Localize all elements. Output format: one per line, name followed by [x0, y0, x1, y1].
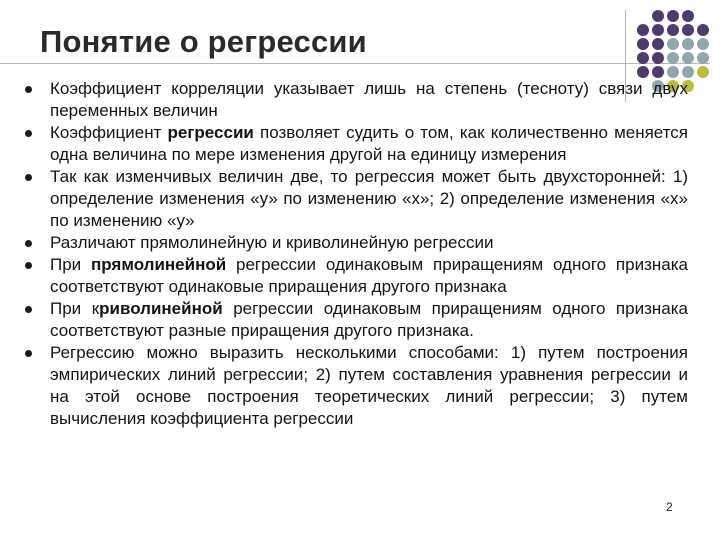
bullet-dot-icon [25, 240, 32, 247]
decorative-horizontal-line [0, 63, 710, 64]
bullet-dot-icon [25, 130, 32, 137]
decorative-dot [697, 66, 709, 78]
bullet-text-post: регрессии одинаковым приращениям одного признака соответствуют одинаковые приращения другого признака [50, 255, 688, 296]
bullet-text-bold: риволинейной [99, 299, 223, 318]
bullet-item [24, 342, 688, 430]
decorative-dot [637, 52, 649, 64]
bullet-text-bold: регрессии [167, 123, 254, 142]
bullet-item [24, 254, 688, 298]
decorative-dot [652, 10, 664, 22]
bullet-text-post: регрессии одинаковым приращениям одного признака соответствуют разные приращения другого признака. [50, 299, 688, 340]
bullet-item [24, 298, 688, 342]
bullet-dot-icon [25, 86, 32, 93]
decorative-dot [652, 52, 664, 64]
bullet-dot-icon [25, 262, 32, 269]
decorative-dot [697, 24, 709, 36]
decorative-dot [667, 38, 679, 50]
decorative-dot [697, 52, 709, 64]
bullet-text: Так как изменчивых величин две, то регрессия может быть двухсторонней: 1) определение изменения «у» по изменению «х»; 2) определение изменения «х» по изменению «у» [50, 167, 688, 230]
bullet-text-post: позволяет судить о том, как количественно меняется одна величина по мере изменения другой на единицу измерения [50, 123, 688, 164]
bullet-item [24, 166, 688, 232]
decorative-dot [682, 66, 694, 78]
bullet-dot-icon [25, 306, 32, 313]
decorative-dot [667, 24, 679, 36]
bullet-item [24, 122, 688, 166]
decorative-dot [637, 24, 649, 36]
decorative-dot [667, 66, 679, 78]
decorative-dot [652, 38, 664, 50]
bullet-text: Регрессию можно выразить несколькими способами: 1) путем построения эмпирических линий регрессии; 2) путем составления уравнения регрессии и на этой основе построения теоретических линий регрессии; 3) путем вычисления коэффициента регрессии [50, 343, 688, 428]
bullet-item [24, 232, 688, 254]
decorative-dot [697, 38, 709, 50]
decorative-dot [652, 66, 664, 78]
decorative-dot [652, 24, 664, 36]
bullet-dot-icon [25, 350, 32, 357]
decorative-dot [682, 38, 694, 50]
decorative-dot [637, 38, 649, 50]
bullet-text-bold: прямолинейной [91, 255, 227, 274]
decorative-dot [637, 66, 649, 78]
bullet-text-pre: При к [50, 299, 100, 318]
decorative-dot [682, 24, 694, 36]
page-number: 2 [666, 500, 673, 514]
bullet-text: Различают прямолинейную и криволинейную регрессии [50, 233, 494, 252]
decorative-dot [667, 10, 679, 22]
bullet-text-pre: При [50, 255, 91, 274]
decorative-dot [682, 10, 694, 22]
bullet-item [24, 78, 688, 122]
bullet-dot-icon [25, 174, 32, 181]
bullet-text: Коэффициент корреляции указывает лишь на степень (тесноту) связи двух переменных величин [50, 79, 688, 120]
decorative-dot [682, 52, 694, 64]
bullet-text-pre: Коэффициент [50, 123, 168, 142]
slide-title: Понятие о регрессии [40, 24, 367, 59]
decorative-dot [667, 52, 679, 64]
bullet-list [24, 78, 688, 430]
